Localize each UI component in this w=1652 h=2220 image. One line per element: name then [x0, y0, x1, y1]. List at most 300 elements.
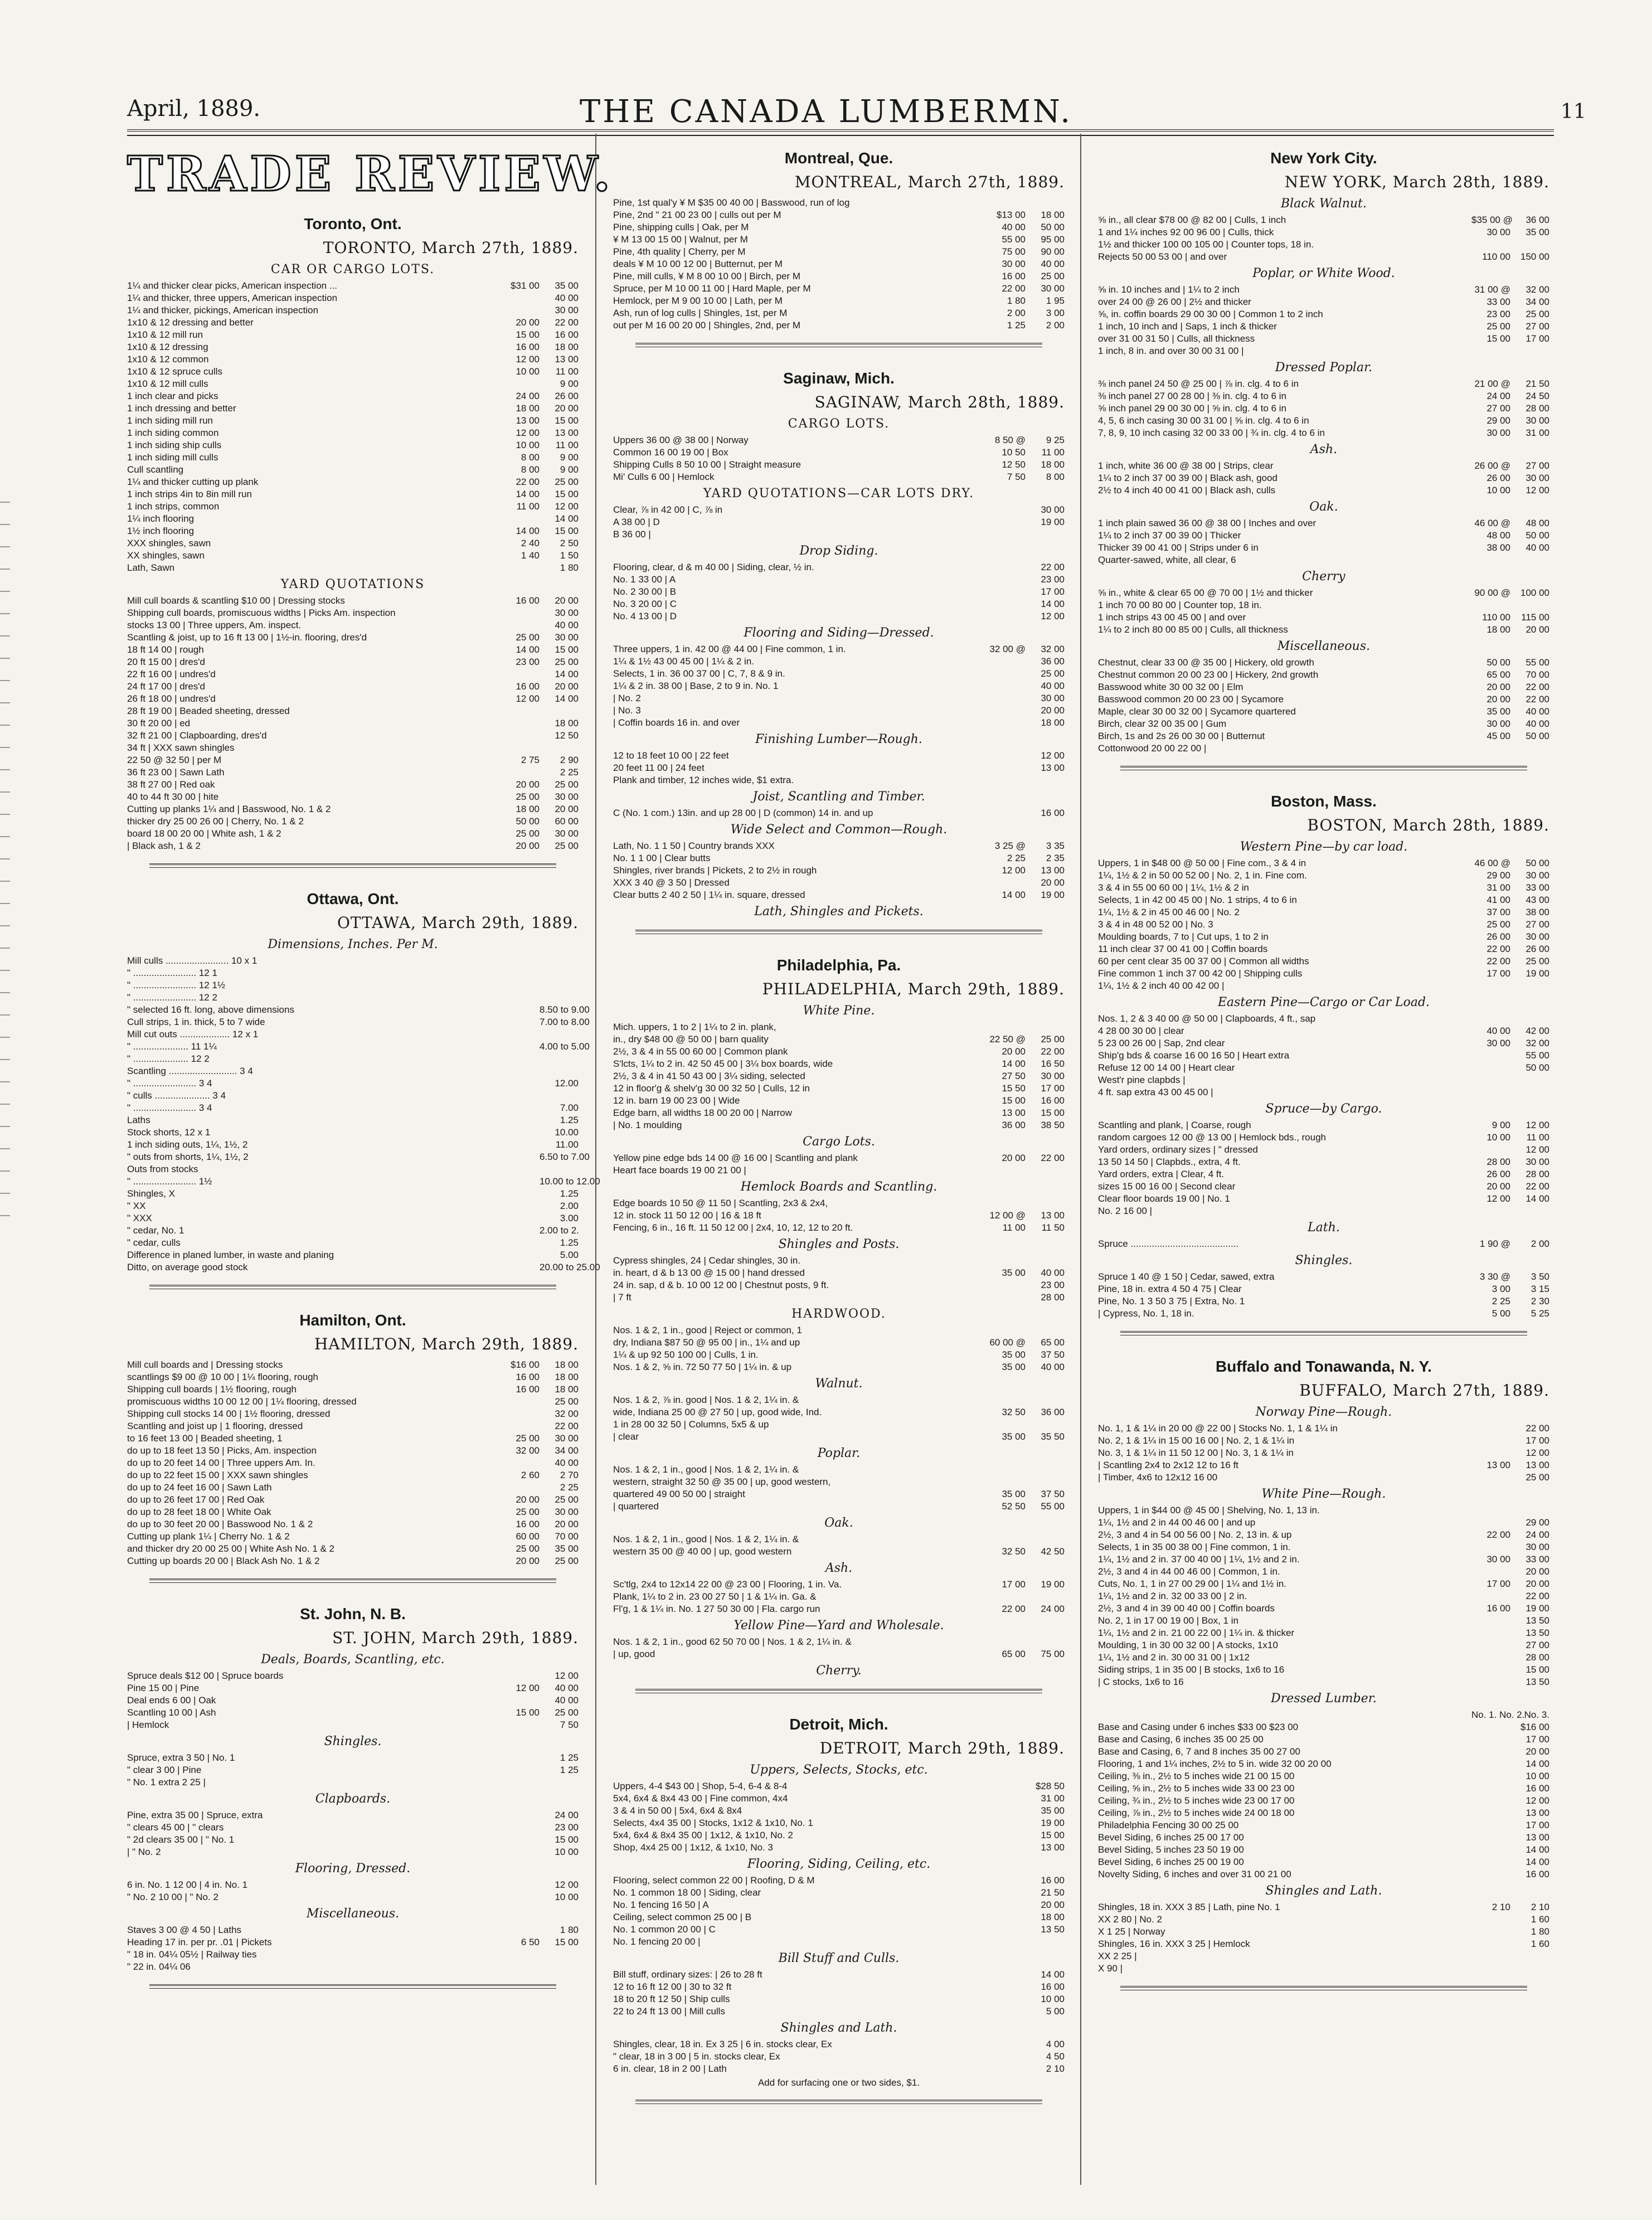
- price-high: 14 00: [555, 513, 579, 524]
- price-row: [127, 1924, 579, 1936]
- price-row: [127, 1359, 579, 1371]
- price-high: 12 00: [1041, 750, 1065, 761]
- price-row: [613, 319, 1065, 332]
- price-row: [613, 1394, 1065, 1406]
- price-low: [987, 1911, 1026, 1923]
- price-high: 23 00: [1041, 1280, 1065, 1290]
- price-low: 12 00 @: [989, 1210, 1026, 1221]
- price-item: Selects, 1 in 35 00 38 00 | Fine common, 1 in.: [1098, 1542, 1291, 1552]
- price-row: [1098, 1901, 1549, 1913]
- price-item: Ship'g bds & coarse 16 00 16 50 | Heart extra: [1098, 1050, 1290, 1061]
- price-row: [1098, 1193, 1549, 1205]
- price-row: [127, 427, 579, 439]
- price-high: 50 00: [1525, 858, 1549, 868]
- price-high: 25 00: [1041, 1034, 1065, 1045]
- price-high: 27 00: [1525, 321, 1549, 332]
- price-low: 12 00: [516, 428, 540, 438]
- price-item: do up to 22 feet 15 00 | XXX sawn shingles: [127, 1470, 308, 1480]
- price-low: [1471, 1615, 1510, 1627]
- price-row: [613, 1021, 1065, 1033]
- price-high: 18 00: [555, 718, 579, 728]
- price-high: 1.25: [560, 1188, 579, 1199]
- price-low: [501, 1457, 540, 1469]
- price-low: 12 00: [516, 693, 540, 704]
- price-low: [501, 1200, 540, 1212]
- price-high: 30 00: [555, 828, 579, 839]
- price-high: 27 00: [1525, 919, 1549, 930]
- price-low: [987, 1936, 1026, 1948]
- price-row: [1098, 1639, 1549, 1651]
- price-low: [987, 2063, 1026, 2075]
- price-row: [613, 864, 1065, 877]
- price-high: 40 00: [1041, 681, 1065, 691]
- price-low: [501, 619, 540, 631]
- price-low: 23 00: [1486, 309, 1510, 319]
- price-row: [127, 1961, 579, 1973]
- price-low: 75 00: [1002, 246, 1026, 257]
- price-low: 22 00: [1002, 283, 1026, 294]
- price-low: 25 00: [516, 632, 540, 643]
- price-low: [501, 1237, 540, 1249]
- price-row: [127, 1371, 579, 1383]
- price-item: " 2d clears 35 00 | " No. 1: [127, 1834, 235, 1845]
- price-row: [127, 717, 579, 730]
- price-low: 30 00: [1486, 718, 1510, 729]
- price-low: [987, 1164, 1026, 1177]
- price-high: [1026, 1533, 1065, 1546]
- price-high: 13 50: [1041, 1924, 1065, 1935]
- price-row: [1098, 251, 1549, 263]
- price-row: [613, 1119, 1065, 1131]
- price-high: 25 00: [555, 1396, 579, 1407]
- price-low: [501, 705, 540, 717]
- price-item: Selects, 1 in. 36 00 37 00 | C, 7, 8 & 9 in.: [613, 668, 785, 679]
- price-item: Rejects 50 00 53 00 | and over: [1098, 251, 1227, 262]
- price-item: Chestnut, clear 33 00 @ 35 00 | Hickery, old growth: [1098, 657, 1314, 668]
- price-low: [501, 668, 540, 681]
- price-item: " clears 45 00 | " clears: [127, 1822, 224, 1833]
- price-item: No. 2 30 00 | B: [613, 586, 677, 597]
- price-item: Nos. 1 & 2, 1 in., good 62 50 70 00 | Nos. 1 & 2, 1¼ in. &: [613, 1636, 852, 1647]
- price-low: 12 00: [1002, 865, 1026, 876]
- price-high: 32 00: [1525, 1038, 1549, 1048]
- price-high: 20 00: [1525, 624, 1549, 635]
- price-high: [1510, 1950, 1549, 1962]
- price-row: [127, 595, 579, 607]
- price-low: 16 00: [1002, 271, 1026, 281]
- price-item: Shingles, river brands | Pickets, 2 to 2½ in rough: [613, 865, 817, 876]
- price-high: 115 00: [1521, 612, 1549, 623]
- price-high: 32 00: [1525, 284, 1549, 295]
- price-row: [1098, 955, 1549, 968]
- price-high: 35 00: [555, 280, 579, 291]
- price-item: Flooring, clear, d & m 40 00 | Siding, clear, ½ in.: [613, 562, 814, 572]
- price-low: [1471, 1746, 1510, 1758]
- price-high: [1026, 1936, 1065, 1948]
- section-title: Philadelphia, Pa.: [776, 956, 901, 974]
- price-item: promiscuous widths 10 00 12 00 | 1¼ flooring, dressed: [127, 1396, 357, 1407]
- price-low: 50 00: [1486, 657, 1510, 668]
- price-high: 22 00: [555, 317, 579, 328]
- section-title: St. John, N. B.: [300, 1605, 406, 1623]
- price-high: 14 00: [1041, 599, 1065, 609]
- price-low: 65 00: [1486, 669, 1510, 680]
- price-item: 1¼ to 2 inch 80 00 85 00 | Culls, all thickness: [1098, 624, 1288, 635]
- section-separator: [149, 1984, 556, 1989]
- price-item: ⅝ in., all clear $78 00 @ 82 00 | Culls, 1 inch: [1098, 215, 1286, 225]
- price-item: Base and Casing under 6 inches $33 00 $23 00: [1098, 1722, 1299, 1732]
- price-low: 26 00: [1486, 1169, 1510, 1179]
- price-item: No. 2, 1 & 1¼ in 15 00 16 00 | No. 2, 1 & 1¼ in: [1098, 1435, 1295, 1446]
- price-high: 1.25: [560, 1237, 579, 1248]
- price-high: 22 00: [1525, 1181, 1549, 1192]
- price-low: [987, 807, 1026, 819]
- price-item: 1¼ and thicker cutting up plank: [127, 477, 259, 487]
- price-low: [501, 967, 540, 979]
- price-item: and thicker dry 20 00 25 00 | White Ash No. 1 & 2: [127, 1543, 335, 1554]
- section-dateline: ST. JOHN, March 29th, 1889.: [332, 1629, 579, 1647]
- price-high: 16 00: [1041, 1981, 1065, 1992]
- column-middle: [613, 146, 1065, 2126]
- subheading: Cherry.: [816, 1664, 862, 1678]
- price-low: $35 00 @: [1471, 215, 1513, 225]
- price-row: [1098, 1447, 1549, 1459]
- price-low: 18 00: [516, 403, 540, 414]
- price-row: [613, 1648, 1065, 1660]
- price-high: 28 00: [1525, 403, 1549, 414]
- price-low: [987, 877, 1026, 889]
- price-item: No. 2 16 00 |: [1098, 1206, 1153, 1216]
- price-item: 2½, 3 and 4 in 44 00 46 00 | Common, 1 in.: [1098, 1566, 1280, 1577]
- section-separator: [149, 1285, 556, 1289]
- price-item: 4 ft. sap extra 43 00 45 00 |: [1098, 1087, 1213, 1097]
- price-item: Ditto, on average good stock: [127, 1262, 248, 1272]
- price-row: [127, 1188, 579, 1200]
- price-high: 33 00: [1525, 1554, 1549, 1565]
- price-row: [1098, 980, 1549, 992]
- price-row: [127, 656, 579, 668]
- price-high: 12 00: [1525, 1447, 1549, 1458]
- price-high: 60 00: [555, 816, 579, 827]
- price-item: 1 inch siding outs, 1¼, 1½, 2: [127, 1139, 248, 1150]
- price-low: 25 00: [516, 1543, 540, 1554]
- price-low: 60 00 @: [989, 1337, 1026, 1348]
- price-low: [501, 1821, 540, 1834]
- price-row: [127, 415, 579, 427]
- price-low: [501, 1225, 540, 1237]
- price-row: [613, 598, 1065, 610]
- price-row: [1098, 1205, 1549, 1217]
- price-item: 60 per cent clear 35 00 37 00 | Common all widths: [1098, 956, 1309, 966]
- price-low: [987, 750, 1026, 762]
- column-right: [1098, 146, 1549, 2013]
- price-item: Basswood white 30 00 32 00 | Elm: [1098, 682, 1243, 692]
- subheading: White Pine—Rough.: [1261, 1487, 1386, 1501]
- price-row: [1098, 681, 1549, 693]
- price-low: 35 00: [1002, 1267, 1026, 1278]
- price-low: 2 60: [521, 1470, 540, 1480]
- price-row: [127, 955, 579, 967]
- price-row: [1098, 857, 1549, 869]
- price-item: XXX shingles, sawn: [127, 538, 211, 548]
- price-row: [613, 705, 1065, 717]
- price-row: [1098, 1119, 1549, 1131]
- price-row: [127, 329, 579, 341]
- price-item: Cuts, No. 1, 1 in 27 00 29 00 | 1¼ and 1½ in.: [1098, 1578, 1287, 1589]
- price-row: [1098, 1553, 1549, 1566]
- price-item: Spruce, per M 10 00 11 00 | Hard Maple, per M: [613, 283, 811, 294]
- section-title: Buffalo and Tonawanda, N. Y.: [1216, 1358, 1432, 1375]
- section-saginaw: [613, 370, 1065, 934]
- price-high: 19 00: [1041, 517, 1065, 527]
- price-item: Sc'tlg, 2x4 to 12x14 22 00 @ 23 00 | Flooring, 1 in. Va.: [613, 1579, 842, 1590]
- price-low: [987, 668, 1026, 680]
- price-low: [987, 504, 1026, 516]
- price-high: [540, 1961, 579, 1973]
- price-low: [501, 1004, 540, 1016]
- price-row: [127, 1016, 590, 1028]
- column-head: [1098, 1709, 1471, 1721]
- price-row: [613, 717, 1065, 729]
- column-divider: [1080, 134, 1081, 2185]
- price-low: 25 00: [516, 1433, 540, 1444]
- price-low: 35 00: [1002, 1362, 1026, 1372]
- price-high: 8 00: [1046, 472, 1065, 482]
- price-high: 10 00: [555, 1847, 579, 1857]
- subheading: CARGO LOTS.: [788, 417, 890, 431]
- price-high: 11 00: [555, 366, 579, 377]
- price-high: 9 00: [560, 452, 579, 463]
- price-row: [613, 1431, 1065, 1443]
- price-high: 20 00: [1525, 1566, 1549, 1577]
- subheading: Miscellaneous.: [306, 1907, 400, 1921]
- price-high: 29 00: [1525, 1517, 1549, 1528]
- price-row: [1098, 1926, 1549, 1938]
- price-row: [613, 1222, 1065, 1234]
- price-high: 25 00: [1041, 668, 1065, 679]
- price-item: 36 ft 23 00 | Sawn Lath: [127, 767, 225, 778]
- price-high: [1510, 980, 1549, 992]
- price-low: [501, 1114, 540, 1126]
- price-low: [1471, 1721, 1510, 1733]
- price-row: [613, 258, 1065, 270]
- price-row: [613, 209, 1065, 221]
- price-high: 30 00: [1041, 283, 1065, 294]
- price-high: 17 00: [1041, 1083, 1065, 1094]
- price-row: [1098, 390, 1549, 402]
- column-heads: [1098, 1709, 1549, 1721]
- price-low: [987, 1805, 1026, 1817]
- subheading: Cargo Lots.: [803, 1135, 875, 1149]
- price-low: 41 00: [1486, 895, 1510, 905]
- price-low: 1 90 @: [1479, 1238, 1510, 1249]
- price-low: [1471, 980, 1510, 992]
- price-high: 34 00: [1525, 297, 1549, 307]
- price-low: 23 00: [516, 657, 540, 667]
- section-dateline: MONTREAL, March 27th, 1889.: [794, 173, 1065, 191]
- price-low: 20 00: [1002, 1153, 1026, 1163]
- price-item: 2½ to 4 inch 40 00 41 00 | Black ash, culls: [1098, 485, 1276, 496]
- price-item: XX 2 25 |: [1098, 1951, 1137, 1961]
- trade-review-heading: TRADE REVIEW.: [127, 146, 614, 202]
- price-item: 1¼ & up 92 50 100 00 | Culls, 1 in.: [613, 1349, 759, 1360]
- price-low: [501, 1163, 540, 1175]
- section-dateline: NEW YORK, March 28th, 1889.: [1284, 173, 1549, 191]
- price-low: 32 00: [516, 1445, 540, 1456]
- price-low: [987, 1021, 1026, 1033]
- price-high: 40 00: [1525, 706, 1549, 717]
- price-high: [540, 1065, 579, 1077]
- price-low: [1471, 1517, 1510, 1529]
- subheading: Eastern Pine—Cargo or Car Load.: [1217, 995, 1430, 1009]
- price-item: 1¼, 1½ and 2 in 44 00 46 00 | and up: [1098, 1517, 1256, 1528]
- price-row: [613, 1500, 1065, 1513]
- price-item: 22 to 24 ft 13 00 | Mill culls: [613, 2006, 725, 2017]
- subheading: Oak.: [824, 1516, 853, 1530]
- subheading: Uppers, Selects, Stocks, etc.: [750, 1763, 928, 1777]
- price-item: Shipping Culls 8 50 10 00 | Straight measure: [613, 459, 801, 470]
- price-high: 40 00: [555, 1458, 579, 1468]
- price-low: [501, 378, 540, 390]
- price-high: 40 00: [1041, 259, 1065, 269]
- price-high: 36 00: [1041, 656, 1065, 667]
- price-item: Base and Casing, 6 inches 35 00 25 00: [1098, 1734, 1264, 1745]
- price-high: [540, 1163, 579, 1175]
- price-item: 1 inch 70 00 80 00 | Counter top, 18 in.: [1098, 600, 1262, 610]
- price-high: 16 50: [1041, 1058, 1065, 1069]
- price-row: [1098, 1578, 1549, 1590]
- price-item: " culls ..................... 3 4: [127, 1090, 226, 1101]
- price-row: [613, 1792, 1065, 1805]
- price-high: 18 00: [555, 1384, 579, 1395]
- price-high: 20 00: [1041, 1900, 1065, 1910]
- price-high: 22 00: [1525, 1423, 1549, 1434]
- price-high: 20 00: [1041, 877, 1065, 888]
- price-item: | No. 3: [613, 705, 641, 716]
- price-low: [501, 1670, 540, 1682]
- price-low: [987, 1829, 1026, 1842]
- price-item: XXX 3 40 @ 3 50 | Dressed: [613, 877, 730, 888]
- price-item: " ..................... 12 2: [127, 1053, 210, 1064]
- price-item: 38 ft 27 00 | Red oak: [127, 779, 215, 790]
- price-low: 2 25: [1491, 1296, 1510, 1306]
- price-item: 4, 5, 6 inch casing 30 00 31 00 | ⅝ in. clg. 4 to 6 in: [1098, 415, 1309, 426]
- price-item: | C stocks, 1x6 to 16: [1098, 1677, 1184, 1687]
- section-philadelphia: [613, 956, 1065, 1693]
- price-row: [1098, 1844, 1549, 1856]
- price-row: [613, 1267, 1065, 1279]
- price-row: [1098, 542, 1549, 554]
- price-low: 35 00: [1002, 1349, 1026, 1360]
- price-item: Flooring, select common 22 00 | Roofing, D & M: [613, 1875, 815, 1886]
- price-item: Yard orders, ordinary sizes | " dressed: [1098, 1144, 1258, 1155]
- price-item: 1x10 & 12 spruce culls: [127, 366, 223, 377]
- price-row: [127, 280, 579, 292]
- price-low: [1471, 1422, 1510, 1435]
- price-row: [127, 537, 579, 550]
- price-low: 15 00: [516, 329, 540, 340]
- price-row: [613, 692, 1065, 705]
- price-low: 10 50: [1002, 447, 1026, 458]
- price-item: 24 ft 17 00 | dres'd: [127, 681, 205, 692]
- price-high: 1 50: [560, 550, 579, 561]
- price-row: [127, 1457, 579, 1469]
- price-low: [1471, 1205, 1510, 1217]
- section-dateline: SAGINAW, March 28th, 1889.: [814, 393, 1065, 411]
- price-low: [501, 304, 540, 317]
- price-high: 9 00: [560, 464, 579, 475]
- price-high: 15 00: [555, 415, 579, 426]
- price-row: [1098, 320, 1549, 333]
- price-item: Moulding boards, 7 to | Cut ups, 1 to 2 in: [1098, 931, 1269, 942]
- price-high: 37 50: [1041, 1349, 1065, 1360]
- price-row: [1098, 1295, 1549, 1308]
- price-low: 1 25: [1007, 320, 1026, 331]
- price-row: [1098, 1746, 1549, 1758]
- section-dateline: BOSTON, March 28th, 1889.: [1307, 816, 1549, 834]
- price-high: 20 00: [1525, 1578, 1549, 1589]
- price-row: [127, 791, 579, 803]
- price-item: Difference in planed lumber, in waste and planing: [127, 1250, 334, 1260]
- price-item: 1¼, 1½ and 2 in. 30 00 31 00 | 1x12: [1098, 1652, 1250, 1663]
- price-high: 1 25: [560, 1752, 579, 1763]
- price-low: 25 00: [516, 791, 540, 802]
- price-low: [501, 1065, 540, 1077]
- price-row: [613, 889, 1065, 901]
- price-low: [987, 1279, 1026, 1291]
- price-item: Thicker 39 00 41 00 | Strips under 6 in: [1098, 542, 1259, 553]
- price-low: 65 00: [1002, 1649, 1026, 1659]
- price-low: 2 25: [1007, 853, 1026, 863]
- price-row: [1098, 943, 1549, 955]
- price-high: 22 00: [1525, 694, 1549, 705]
- section-separator: [635, 930, 1042, 934]
- price-high: 17 00: [1525, 333, 1549, 344]
- price-row: [613, 446, 1065, 459]
- price-low: [987, 1969, 1026, 1981]
- price-row: [1098, 1938, 1549, 1950]
- price-item: quartered 49 00 50 00 | straight: [613, 1489, 745, 1499]
- price-item: " ........................ 12 1½: [127, 980, 226, 990]
- price-high: 19 00: [1041, 890, 1065, 900]
- price-row: [127, 1834, 579, 1846]
- price-item: " ..................... 11 1¼: [127, 1041, 217, 1052]
- price-item: | Cypress, No. 1, 18 in.: [1098, 1308, 1194, 1319]
- price-high: $28 50: [1036, 1781, 1065, 1791]
- price-high: 26 00: [1525, 944, 1549, 954]
- price-low: [1471, 1062, 1510, 1074]
- price-high: 14 00: [555, 693, 579, 704]
- price-low: [1471, 599, 1510, 611]
- price-high: [540, 955, 579, 967]
- price-item: thicker dry 25 00 26 00 | Cherry, No. 1 & 2: [127, 816, 304, 827]
- price-row: [1098, 1435, 1549, 1447]
- price-high: 25 00: [555, 779, 579, 790]
- price-row: [127, 1114, 579, 1126]
- price-low: [987, 1817, 1026, 1829]
- price-item: No. 1 fencing 20 00 |: [613, 1936, 701, 1947]
- price-high: 13 50: [1525, 1628, 1549, 1638]
- price-row: [613, 1817, 1065, 1829]
- price-row: [127, 803, 579, 815]
- price-low: [987, 574, 1026, 586]
- price-low: 12 00: [516, 1683, 540, 1693]
- price-low: [987, 561, 1026, 574]
- price-row: [127, 1237, 579, 1249]
- price-high: 7.00 to 8.00: [540, 1017, 590, 1027]
- price-row: [1098, 968, 1549, 980]
- price-low: 14 00: [1002, 1058, 1026, 1069]
